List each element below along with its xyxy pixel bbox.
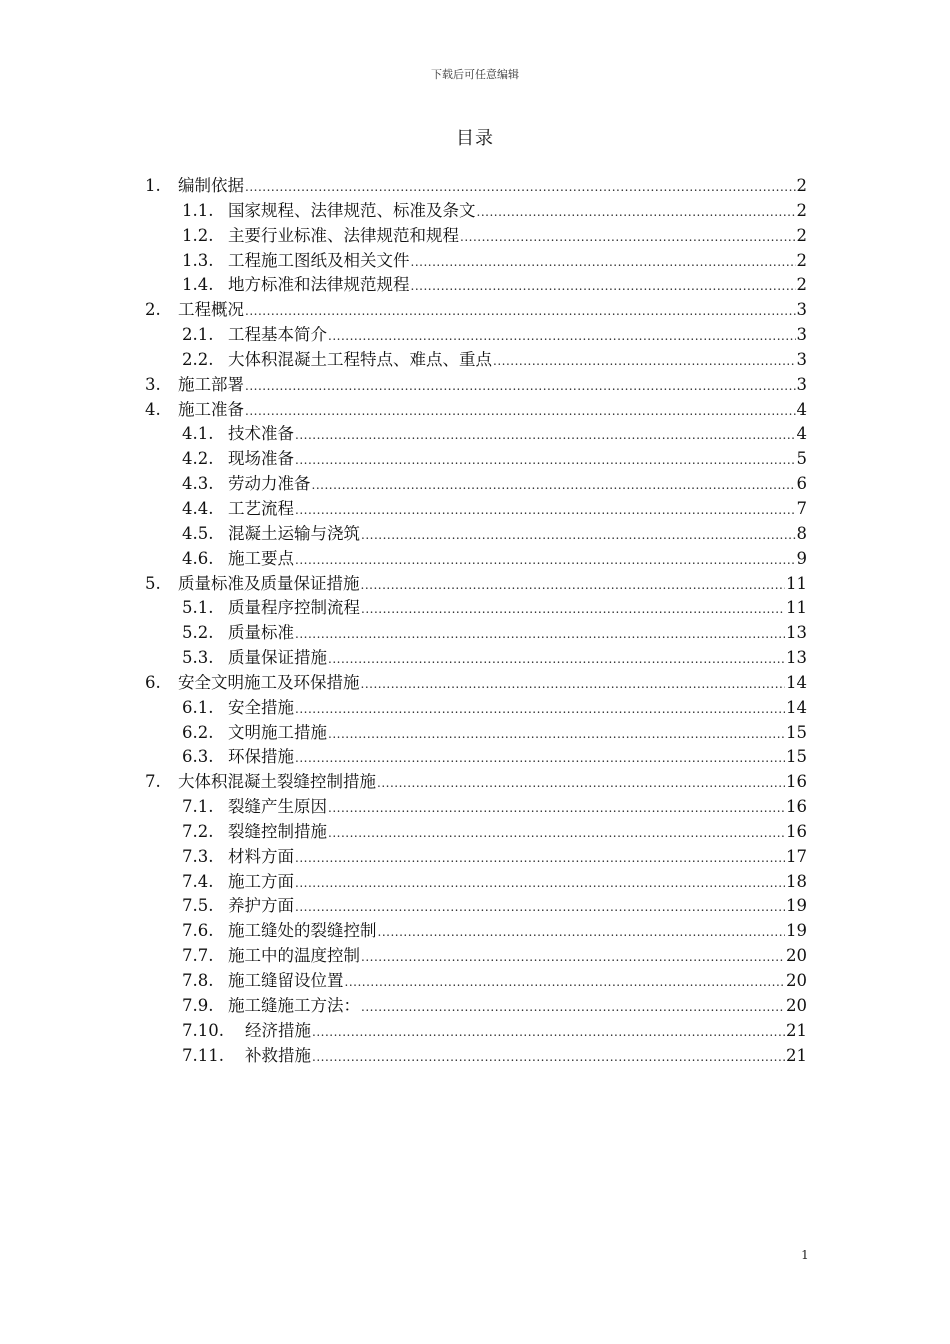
toc-entry-page: 4 [796,424,807,444]
toc-entry-page: 6 [796,474,807,494]
toc-entry-number: 1.1. [182,200,214,220]
toc-entry-title: 补救措施 [245,1045,311,1065]
toc-entry-title: 主要行业标准、法律规范和规程 [228,225,459,245]
toc-entry[interactable] [145,547,807,572]
toc-dot-leader [328,647,785,672]
toc-entry-row [145,770,807,796]
toc-entry-row [182,224,807,250]
toc-entry-number: 3. [145,374,161,394]
toc-dot-leader [361,945,785,970]
toc-entry-number: 7.2. [182,821,214,841]
toc-entry-title: 现场准备 [228,449,294,469]
toc-entry[interactable] [145,373,807,398]
toc-entry-number: 6.3. [182,747,214,767]
toc-entry[interactable] [145,472,807,497]
toc-dot-leader [361,573,786,598]
toc-entry-number: 7.11. [182,1045,224,1065]
page-number: 1 [801,1248,809,1262]
toc-entry[interactable] [145,273,807,298]
toc-entry-row [182,422,807,448]
toc-dot-leader [460,225,796,250]
toc-entry-row [182,472,807,498]
toc-dot-leader [411,250,796,275]
toc-entry-title: 劳动力准备 [228,474,311,494]
toc-entry-number: 7.1. [182,797,214,817]
toc-entry-title: 施工准备 [178,399,244,419]
toc-entry-title: 经济措施 [245,1020,311,1040]
toc-entry-row [182,323,807,349]
toc-entry-page: 3 [796,325,807,345]
toc-entry-number: 4.2. [182,449,214,469]
toc-dot-leader [295,498,796,523]
toc-entry[interactable] [145,323,807,348]
toc-entry-page: 13 [786,623,807,643]
toc-entry-row [182,721,807,747]
toc-entry[interactable] [145,770,807,795]
toc-entry-row [182,845,807,871]
toc-entry-number: 6.2. [182,722,214,742]
toc-entry[interactable] [145,348,807,373]
toc-entry-number: 4.5. [182,523,214,543]
toc-entry-title: 安全文明施工及环保措施 [178,672,360,692]
toc-entry-title: 大体积混凝土工程特点、难点、重点 [228,349,492,369]
toc-entry-number: 7. [145,772,161,792]
toc-entry-title: 质量保证措施 [228,648,327,668]
toc-entry-number: 5.1. [182,598,214,618]
toc-dot-leader [245,399,796,424]
toc-entry-row [182,870,807,896]
toc-entry-number: 7.9. [182,995,214,1015]
toc-entry-title: 裂缝产生原因 [228,797,327,817]
toc-entry-row [145,174,807,200]
toc-entry-page: 2 [796,200,807,220]
toc-entry-title: 施工要点 [228,548,294,568]
toc-entry-row [182,696,807,722]
toc-entry-page: 7 [796,498,807,518]
toc-entry-row [182,547,807,573]
toc-entry-number: 7.6. [182,921,214,941]
toc-entry-number: 1.4. [182,275,214,295]
toc-entry-page: 2 [796,250,807,270]
toc-entry[interactable] [145,944,807,969]
toc-entry-row [182,522,807,548]
toc-entry-row [145,298,807,324]
toc-entry[interactable] [145,696,807,721]
toc-entry-page: 20 [786,946,807,966]
toc-entry-number: 2.2. [182,349,214,369]
toc-entry-title: 养护方面 [228,896,294,916]
toc-dot-leader [328,821,785,846]
toc-entry-page: 3 [796,349,807,369]
toc-dot-leader [245,299,796,324]
toc-entry-page: 11 [786,573,807,593]
toc-entry-page: 2 [796,225,807,245]
toc-entry-row [182,795,807,821]
toc-entry-number: 7.7. [182,946,214,966]
toc-entry[interactable] [145,497,807,522]
toc-entry-page: 14 [786,672,807,692]
toc-dot-leader [411,274,796,299]
toc-dot-leader [378,920,786,945]
toc-entry-row [182,348,807,374]
toc-entry-row [145,671,807,697]
toc-entry-row [182,646,807,672]
toc-entry-title: 工程施工图纸及相关文件 [228,250,410,270]
toc-entry[interactable] [145,447,807,472]
toc-dot-leader [295,697,785,722]
toc-entry-row [182,894,807,920]
toc-entry-page: 21 [786,1045,807,1065]
toc-entry-row [182,596,807,622]
toc-entry-number: 7.3. [182,846,214,866]
toc-entry-row [182,199,807,225]
toc-entry-title: 施工中的温度控制 [228,946,360,966]
toc-entry-page: 3 [796,300,807,320]
toc-entry-row [145,373,807,399]
toc-entry-number: 1.3. [182,250,214,270]
toc-entry-title: 施工缝留设位置 [228,971,344,990]
toc-dot-leader [493,349,796,374]
toc-dot-leader [295,746,785,771]
toc-entry-page: 18 [786,871,807,891]
toc-entry[interactable] [145,671,807,696]
toc-dot-leader [477,200,796,225]
toc-dot-leader [295,622,785,647]
toc-entry-row [182,994,807,1020]
toc-dot-leader [361,597,785,622]
toc-entry-title: 质量程序控制流程 [228,598,360,618]
toc-entry[interactable] [145,224,807,249]
toc-entry[interactable] [145,522,807,547]
toc-entry-row [182,621,807,647]
toc-dot-leader [295,448,796,473]
toc-dot-leader [328,722,785,747]
toc-entry-title: 工程基本简介 [228,325,327,345]
toc-entry-title: 工程概况 [178,300,244,320]
toc-entry-page: 16 [786,772,807,792]
toc-entry[interactable] [145,199,807,224]
toc-entry-page: 14 [786,697,807,717]
toc-dot-leader [361,523,796,548]
toc-entry[interactable] [145,398,807,423]
toc-entry-page: 20 [786,995,807,1015]
toc-entry-title: 施工缝施工方法： [228,995,360,1015]
toc-entry-number: 1. [145,176,161,195]
toc-entry-page: 21 [786,1020,807,1040]
toc-entry-row [182,820,807,846]
toc-entry-row [182,1019,807,1045]
toc-entry-row [145,572,807,598]
toc-entry-page: 16 [786,797,807,817]
toc-entry-number: 1.2. [182,225,214,245]
toc-entry-row [182,919,807,945]
toc-dot-leader [295,846,785,871]
toc-entry-title: 施工部署 [178,374,244,394]
toc-entry-number: 7.8. [182,971,214,990]
toc-entry[interactable] [145,870,807,895]
toc-entry[interactable] [145,174,807,199]
toc-dot-leader [295,871,785,896]
toc-dot-leader [295,548,796,573]
toc-entry-title: 技术准备 [228,424,294,444]
toc-entry-title: 质量标准 [228,623,294,643]
toc-entry-row [182,497,807,523]
toc-entry-number: 7.5. [182,896,214,916]
toc-entry[interactable] [145,745,807,770]
toc-entry-row [182,447,807,473]
toc-entry-row [145,398,807,424]
toc-entry-title: 大体积混凝土裂缝控制措施 [178,772,376,792]
toc-dot-leader [312,473,796,498]
toc-entry-number: 2. [145,300,161,320]
toc-dot-leader [295,423,796,448]
toc-entry-page: 11 [786,598,807,618]
toc-dot-leader [295,895,785,920]
toc-entry-number: 2.1. [182,325,214,345]
toc-entry-title: 环保措施 [228,747,294,767]
toc-dot-leader [245,175,796,200]
toc-entry-page: 19 [786,896,807,916]
toc-entry[interactable] [145,422,807,447]
toc-entry-page: 20 [786,971,807,990]
toc-dot-leader [345,970,786,995]
toc-entry-title: 编制依据 [178,176,244,195]
toc-dot-leader [328,324,796,349]
toc-entry-page: 2 [796,275,807,295]
table-of-contents [145,174,807,1068]
toc-entry[interactable] [145,1044,807,1069]
toc-entry-number: 4. [145,399,161,419]
toc-entry-page: 9 [796,548,807,568]
toc-entry-row [182,969,807,995]
toc-entry-title: 安全措施 [228,697,294,717]
toc-entry-page: 17 [786,846,807,866]
toc-entry-page: 3 [796,374,807,394]
toc-entry-title: 混凝土运输与浇筑 [228,523,360,543]
toc-entry-number: 4.4. [182,498,214,518]
toc-entry-title: 施工方面 [228,871,294,891]
toc-entry-number: 5. [145,573,161,593]
toc-dot-leader [328,796,785,821]
toc-entry-row [182,1044,807,1070]
toc-entry[interactable] [145,646,807,671]
toc-entry[interactable] [145,249,807,274]
toc-entry[interactable] [145,820,807,845]
toc-entry-number: 4.1. [182,424,214,444]
toc-entry[interactable] [145,721,807,746]
toc-entry[interactable] [145,795,807,820]
toc-entry-number: 5.3. [182,648,214,668]
toc-entry-page: 8 [796,523,807,543]
toc-entry-page: 2 [796,176,807,195]
toc-entry[interactable] [145,969,807,994]
toc-dot-leader [245,374,796,399]
header-note: 下载后可任意编辑 [431,68,519,81]
toc-entry-number: 4.6. [182,548,214,568]
toc-dot-leader [361,995,785,1020]
toc-entry-row [182,249,807,275]
toc-entry-title: 施工缝处的裂缝控制 [228,921,377,941]
toc-entry[interactable] [145,572,807,597]
toc-entry[interactable] [145,298,807,323]
toc-entry[interactable] [145,845,807,870]
toc-entry-page: 5 [796,449,807,469]
toc-entry[interactable] [145,1019,807,1044]
toc-entry-number: 6. [145,672,161,692]
toc-dot-leader [312,1020,785,1045]
toc-title: 目录 [456,128,494,149]
toc-entry-number: 7.4. [182,871,214,891]
toc-entry-number: 4.3. [182,474,214,494]
toc-entry-number: 5.2. [182,623,214,643]
toc-entry[interactable] [145,596,807,621]
toc-entry-row [182,944,807,970]
toc-dot-leader [361,672,786,697]
toc-entry-number: 6.1. [182,697,214,717]
toc-entry-title: 工艺流程 [228,498,294,518]
toc-entry-title: 裂缝控制措施 [228,821,327,841]
toc-entry[interactable] [145,919,807,944]
toc-dot-leader [377,771,785,796]
toc-entry-row [182,273,807,299]
toc-entry-number: 7.10. [182,1020,224,1040]
toc-entry-title: 地方标准和法律规范规程 [228,275,410,295]
toc-entry-title: 文明施工措施 [228,722,327,742]
toc-entry-page: 19 [786,921,807,941]
toc-entry-title: 材料方面 [228,846,294,866]
toc-entry[interactable] [145,994,807,1019]
toc-entry[interactable] [145,621,807,646]
toc-entry-page: 16 [786,821,807,841]
toc-entry[interactable] [145,894,807,919]
toc-entry-page: 15 [786,722,807,742]
toc-entry-title: 国家规程、法律规范、标准及条文 [228,200,476,220]
toc-entry-page: 13 [786,648,807,668]
toc-entry-page: 15 [786,747,807,767]
toc-dot-leader [312,1045,785,1070]
toc-entry-row [182,745,807,771]
toc-entry-page: 4 [796,399,807,419]
toc-entry-title: 质量标准及质量保证措施 [178,573,360,593]
